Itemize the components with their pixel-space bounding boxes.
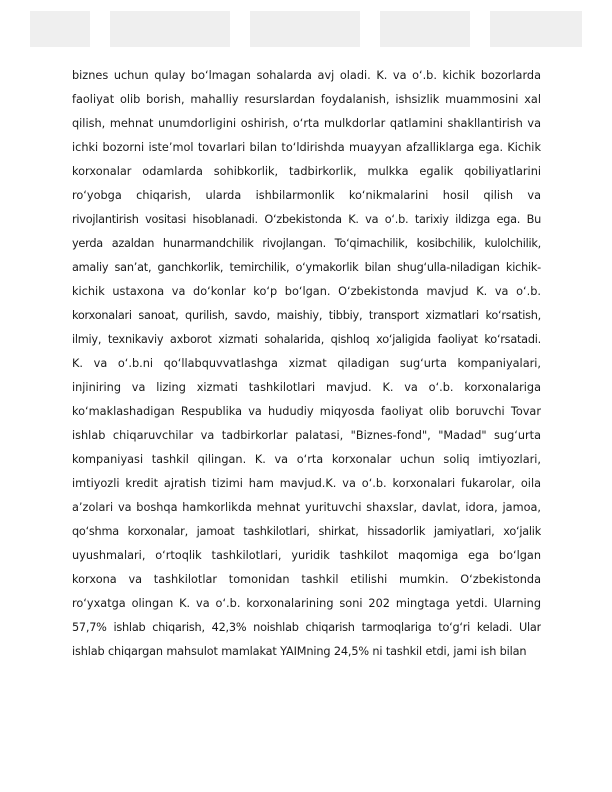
text-line: ro‘yxatga olingan K. va o‘.b. korxonalarining soni 202 mingtaga yetdi. Ularning — [72, 597, 541, 610]
watermark-logo — [30, 5, 582, 53]
text-line: K. va o‘.b.ni qo‘llabquvvatlashga xizmat qiladigan sug‘urta kompaniyalari, — [72, 357, 541, 370]
text-line: 57,7% ishlab chiqarish, 42,3% noishlab chiqarish tarmoqlariga to‘g‘ri keladi. Ular — [72, 621, 541, 634]
watermark-block — [30, 11, 90, 47]
text-line: uyushmalari, o‘rtoqlik tashkilotlari, yuridik tashkilot maqomiga ega bo‘lgan — [72, 549, 541, 562]
text-line: ro‘yobga chiqarish, ularda ishbilarmonlik ko‘nikmalarini hosil qilish va — [72, 189, 541, 202]
text-line: korxona va tashkilotlar tomonidan tashkil etilishi mumkin. O‘zbekistonda — [72, 573, 541, 586]
text-line: biznes uchun qulay bo‘lmagan sohalarda avj oladi. K. va o‘.b. kichik bozorlarda — [72, 69, 541, 82]
watermark-block — [250, 11, 360, 47]
text-line: injiniring va lizing xizmati tashkilotlari mavjud. K. va o‘.b. korxonalariga — [72, 381, 541, 394]
text-line: kompaniyasi tashkil qilingan. K. va o‘rta korxonalar uchun soliq imtiyozlari, — [72, 453, 541, 466]
text-line: korxonalar odamlarda sohibkorlik, tadbirkorlik, mulkka egalik qobiliyatlarini — [72, 165, 541, 178]
text-line: qilish, mehnat unumdorligini oshirish, o‘rta mulkdorlar qatlamini shakllantirish va — [72, 117, 541, 130]
text-line: yerda azaldan hunarmandchilik rivojlangan. To‘qimachilik, kosibchilik, kulolchilik, — [72, 237, 541, 250]
text-line: rivojlantirish vositasi hisoblanadi. O‘zbekistonda K. va o‘.b. tarixiy ildizga ega. Bu — [72, 213, 541, 226]
text-line: korxonalari sanoat, qurilish, savdo, maishiy, tibbiy, transport xizmatlari ko‘rsatish, — [72, 309, 541, 322]
text-line: ishlab chiqargan mahsulot mamlakat YAIMning 24,5% ni tashkil etdi, jami ish bilan — [72, 645, 527, 658]
text-line: ko‘maklashadigan Respublika va hududiy miqyosda faoliyat olib boruvchi Tovar — [72, 405, 541, 418]
text-line: ilmiy, texnikaviy axborot xizmati sohalarida, qishloq xo‘jaligida faoliyat ko‘rsatadi. — [72, 333, 541, 346]
text-line: qo‘shma korxonalar, jamoat tashkilotlari, shirkat, hissadorlik jamiyatlari, xo‘jalik — [72, 525, 541, 538]
text-line: faoliyat olib borish, mahalliy resurslardan foydalanish, ishsizlik muammosini xal — [72, 93, 541, 106]
text-line: amaliy san’at, ganchkorlik, temirchilik, o‘ymakorlik bilan shug‘ulla-niladigan kichik- — [72, 261, 541, 274]
text-line: imtiyozli kredit ajratish tizimi ham mavjud.K. va o‘.b. korxonalari fukarolar, oila — [72, 477, 541, 490]
body-paragraph — [72, 64, 541, 664]
text-line: a’zolari va boshqa hamkorlikda mehnat yurituvchi shaxslar, davlat, idora, jamoa, — [72, 501, 541, 514]
text-line: kichik ustaxona va do‘konlar ko‘p bo‘lgan. O‘zbekistonda mavjud K. va o‘.b. — [72, 285, 541, 298]
text-line: ichki bozorni iste’mol tovarlari bilan to‘ldirishda muayyan afzalliklarga ega. Kichik — [72, 141, 541, 154]
watermark-block — [490, 11, 582, 47]
text-line: ishlab chiqaruvchilar va tadbirkorlar palatasi, "Biznes-fond", "Madad" sug‘urta — [72, 429, 541, 442]
watermark-block — [380, 11, 470, 47]
watermark-block — [110, 11, 230, 47]
